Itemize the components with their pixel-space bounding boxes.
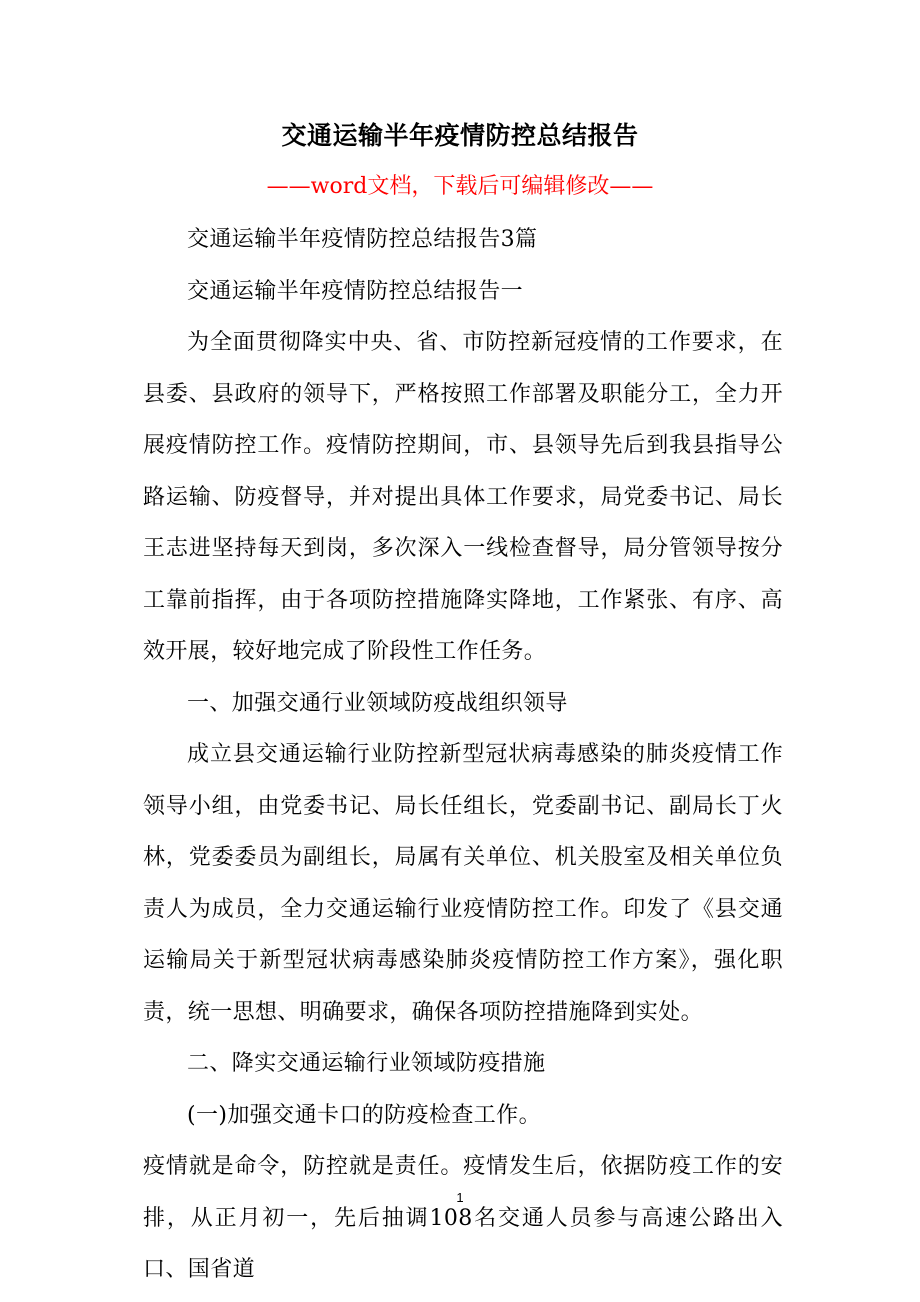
- paragraph-section-1: 成立县交通运输行业防控新型冠状病毒感染的肺炎疫情工作领导小组，由党委书记、局长任组长，党委副书记、副局长丁火林，党委委员为副组长，局属有关单位、机关股室及相关单位负责人为成员，全力交通运输行业疫情防控工作。印发了《县交通运输局关于新型冠状病毒感染肺炎疫情防控工作方案》，强化职责，统一思想、明确要求，确保各项防控措施降到实处。: [143, 742, 783, 1025]
- document-body: [143, 214, 783, 1296]
- page-number: 1: [456, 1190, 464, 1205]
- section-heading-2: 二、降实交通运输行业领域防疫措施: [187, 1051, 546, 1076]
- paragraph-collection-title: 交通运输半年疫情防控总结报告3篇: [187, 227, 538, 252]
- section-heading-1: 一、加强交通行业领域防疫战组织领导: [187, 690, 568, 716]
- paragraph-subsection-1: 疫情就是命令，防控就是责任。疫情发生后，依据防疫工作的安排，从正月初一，先后抽调108名交通人员参与高速公路出入口、国省道: [143, 1154, 783, 1282]
- paragraph-report-one-title: 交通运输半年疫情防控总结报告一: [187, 278, 524, 304]
- document-title: 交通运输半年疫情防控总结报告: [281, 121, 639, 150]
- subsection-heading-1: (一)加强交通卡口的防疫检查工作。: [187, 1102, 541, 1128]
- paragraph-introduction: 为全面贯彻降实中央、省、市防控新冠疫情的工作要求，在县委、县政府的领导下，严格按照工作部署及职能分工，全力开展疫情防控工作。疫情防控期间，市、县领导先后到我县指导公路运输、防疫督导，并对提出具体工作要求，局党委书记、局长王志进坚持每天到岗，多次深入一线检查督导，局分管领导按分工靠前指挥，由于各项防控措施降实降地，工作紧张、有序、高效开展，较好地完成了阶段性工作任务。: [143, 330, 783, 664]
- document-subtitle: ——word文档，下载后可编辑修改——: [266, 174, 654, 199]
